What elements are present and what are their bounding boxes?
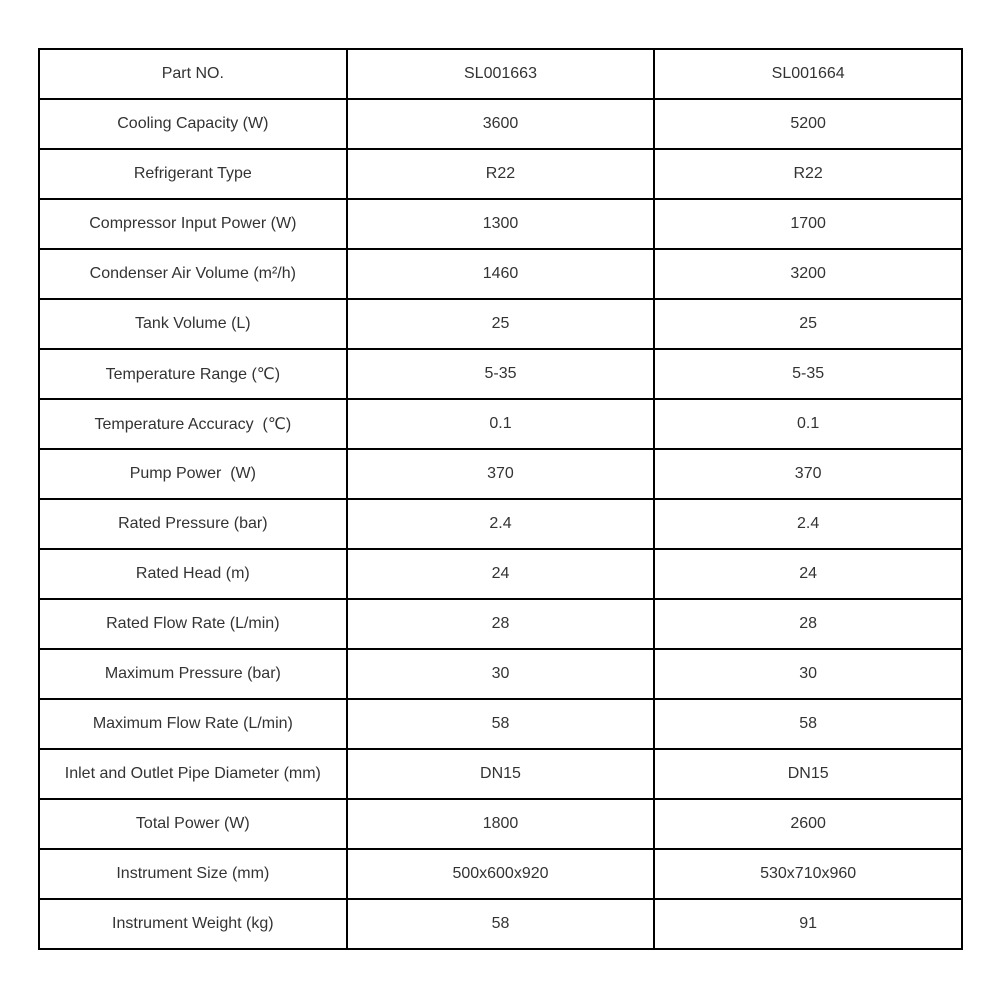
spec-value-cell-sl001663: 3600 (347, 99, 655, 149)
spec-label-cell: Refrigerant Type (39, 149, 347, 199)
spec-table-row (39, 649, 962, 699)
spec-value-cell-sl001664: 2.4 (654, 499, 962, 549)
spec-label-cell: Temperature Range (℃) (39, 349, 347, 399)
spec-label-cell: Rated Flow Rate (L/min) (39, 599, 347, 649)
spec-value-cell-sl001664: DN15 (654, 749, 962, 799)
spec-table-row (39, 849, 962, 899)
spec-table-row (39, 699, 962, 749)
spec-value-cell-sl001663: 500x600x920 (347, 849, 655, 899)
spec-value-cell-sl001663: 1300 (347, 199, 655, 249)
spec-label-cell: Maximum Flow Rate (L/min) (39, 699, 347, 749)
spec-table-row (39, 349, 962, 399)
spec-table-row (39, 399, 962, 449)
spec-value-cell-sl001663: 1460 (347, 249, 655, 299)
spec-table-row (39, 99, 962, 149)
spec-value-cell-sl001664: 2600 (654, 799, 962, 849)
spec-table-row (39, 749, 962, 799)
spec-value-cell-sl001663: 370 (347, 449, 655, 499)
spec-value-cell-sl001664: 5200 (654, 99, 962, 149)
spec-value-cell-sl001663: 58 (347, 699, 655, 749)
spec-value-cell-sl001664: 5-35 (654, 349, 962, 399)
spec-value-cell-sl001664: 28 (654, 599, 962, 649)
spec-value-cell-sl001663: SL001663 (347, 49, 655, 99)
spec-table-row (39, 449, 962, 499)
spec-label-cell: Tank Volume (L) (39, 299, 347, 349)
spec-label-cell: Maximum Pressure (bar) (39, 649, 347, 699)
spec-value-cell-sl001664: R22 (654, 149, 962, 199)
spec-table-body (39, 49, 962, 949)
spec-table-row (39, 499, 962, 549)
spec-table-row (39, 599, 962, 649)
spec-value-cell-sl001663: 1800 (347, 799, 655, 849)
spec-label-cell: Cooling Capacity (W) (39, 99, 347, 149)
spec-label-cell: Instrument Size (mm) (39, 849, 347, 899)
spec-value-cell-sl001663: 5-35 (347, 349, 655, 399)
spec-value-cell-sl001663: 0.1 (347, 399, 655, 449)
spec-label-cell: Instrument Weight (kg) (39, 899, 347, 949)
spec-value-cell-sl001664: SL001664 (654, 49, 962, 99)
spec-value-cell-sl001664: 91 (654, 899, 962, 949)
spec-label-cell: Inlet and Outlet Pipe Diameter (mm) (39, 749, 347, 799)
spec-table-row (39, 899, 962, 949)
spec-value-cell-sl001663: DN15 (347, 749, 655, 799)
spec-label-cell: Compressor Input Power (W) (39, 199, 347, 249)
spec-value-cell-sl001664: 1700 (654, 199, 962, 249)
spec-table-row (39, 799, 962, 849)
spec-value-cell-sl001663: 58 (347, 899, 655, 949)
spec-value-cell-sl001663: R22 (347, 149, 655, 199)
spec-value-cell-sl001664: 25 (654, 299, 962, 349)
spec-value-cell-sl001663: 24 (347, 549, 655, 599)
spec-label-cell: Condenser Air Volume (m²/h) (39, 249, 347, 299)
spec-table-row (39, 249, 962, 299)
spec-table-row (39, 149, 962, 199)
spec-table-row (39, 199, 962, 249)
product-spec-table (38, 48, 963, 950)
spec-value-cell-sl001664: 58 (654, 699, 962, 749)
spec-value-cell-sl001663: 30 (347, 649, 655, 699)
spec-label-cell: Rated Head (m) (39, 549, 347, 599)
spec-label-cell: Part NO. (39, 49, 347, 99)
spec-label-cell: Pump Power (W) (39, 449, 347, 499)
spec-value-cell-sl001663: 2.4 (347, 499, 655, 549)
spec-value-cell-sl001663: 28 (347, 599, 655, 649)
spec-label-cell: Rated Pressure (bar) (39, 499, 347, 549)
spec-value-cell-sl001664: 530x710x960 (654, 849, 962, 899)
spec-value-cell-sl001664: 370 (654, 449, 962, 499)
spec-value-cell-sl001664: 30 (654, 649, 962, 699)
spec-value-cell-sl001664: 24 (654, 549, 962, 599)
spec-value-cell-sl001664: 0.1 (654, 399, 962, 449)
spec-table-row (39, 299, 962, 349)
spec-header-row (39, 49, 962, 99)
spec-label-cell: Temperature Accuracy (℃) (39, 399, 347, 449)
spec-value-cell-sl001663: 25 (347, 299, 655, 349)
spec-value-cell-sl001664: 3200 (654, 249, 962, 299)
spec-label-cell: Total Power (W) (39, 799, 347, 849)
spec-table-row (39, 549, 962, 599)
